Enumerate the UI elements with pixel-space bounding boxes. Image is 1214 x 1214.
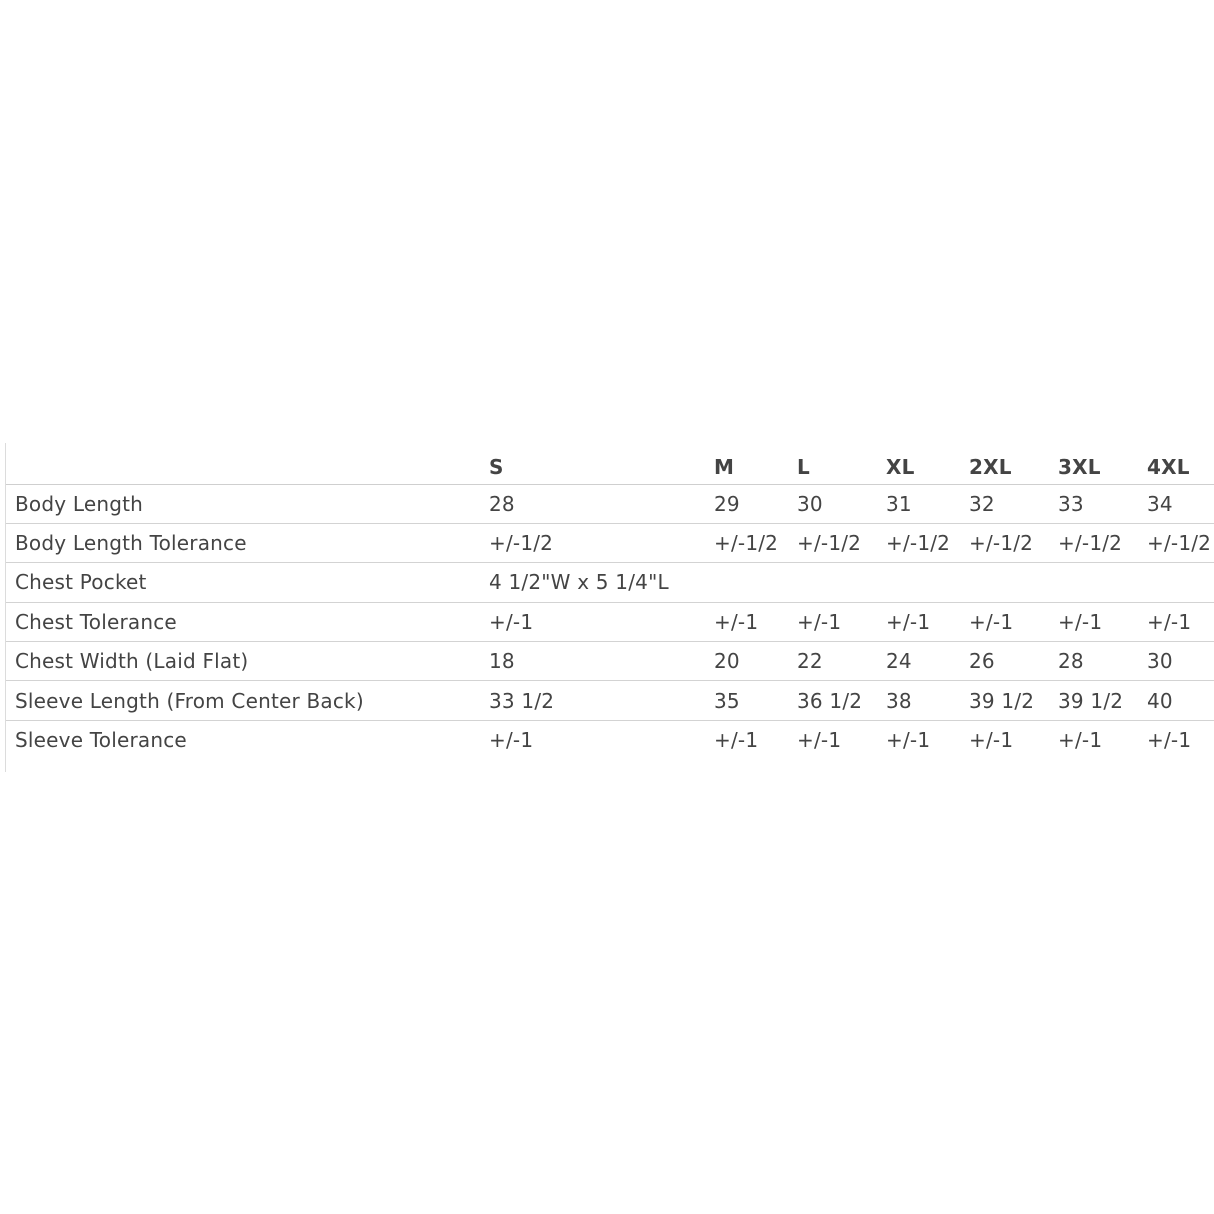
table-cell: +/-1 [1147, 609, 1192, 634]
table-row [6, 563, 1214, 602]
table-cell: +/-1 [797, 609, 842, 634]
table-cell: +/-1 [1058, 728, 1103, 753]
table-cell: +/-1/2 [714, 531, 779, 556]
size-chart-table [6, 451, 1214, 760]
table-cell: +/-1/2 [1058, 531, 1123, 556]
table-row [6, 642, 1214, 681]
table-cell: +/-1 [489, 609, 534, 634]
table-cell: +/-1/2 [797, 531, 862, 556]
row-label: Sleeve Tolerance [15, 728, 187, 753]
row-label: Chest Width (Laid Flat) [15, 649, 249, 674]
header-cell-s: S [489, 451, 714, 484]
table-cell: +/-1 [1147, 728, 1192, 753]
row-label: Body Length [15, 491, 144, 516]
table-cell: +/-1/2 [489, 531, 554, 556]
table-cell: 29 [714, 491, 740, 516]
row-label: Sleeve Length (From Center Back) [15, 688, 364, 713]
table-cell: 31 [886, 491, 912, 516]
size-chart-container [5, 443, 1214, 772]
table-cell: +/-1 [714, 728, 759, 753]
table-cell: 33 1/2 [489, 688, 555, 713]
table-cell: 39 1/2 [1058, 688, 1124, 713]
row-label: Chest Tolerance [15, 609, 177, 634]
header-cell-3xl: 3XL [1058, 451, 1147, 484]
table-cell: 35 [714, 688, 740, 713]
table-cell [714, 563, 797, 602]
table-cell: 40 [1147, 688, 1173, 713]
table-cell: 30 [1147, 649, 1173, 674]
table-row [6, 681, 1214, 720]
table-cell: 18 [489, 649, 515, 674]
table-row [6, 720, 1214, 759]
table-cell: +/-1 [714, 609, 759, 634]
table-row [6, 523, 1214, 562]
table-cell: +/-1 [969, 609, 1014, 634]
table-cell: 36 1/2 [797, 688, 863, 713]
header-cell-xl: XL [886, 451, 969, 484]
table-row [6, 602, 1214, 641]
table-cell: 30 [797, 491, 823, 516]
table-cell: 39 1/2 [969, 688, 1035, 713]
table-cell: +/-1 [797, 728, 842, 753]
table-cell: +/-1 [886, 609, 931, 634]
table-cell: 28 [489, 491, 515, 516]
table-cell: +/-1 [886, 728, 931, 753]
header-cell-m: M [714, 451, 797, 484]
table-cell: 28 [1058, 649, 1084, 674]
table-cell: 22 [797, 649, 823, 674]
table-cell [1147, 563, 1214, 602]
table-cell: +/-1 [969, 728, 1014, 753]
header-cell-empty [6, 451, 489, 484]
table-cell: +/-1 [1058, 609, 1103, 634]
header-cell-4xl: 4XL [1147, 451, 1214, 484]
table-cell: 32 [969, 491, 995, 516]
header-cell-l: L [797, 451, 886, 484]
table-cell: +/-1 [489, 728, 534, 753]
table-cell: +/-1/2 [969, 531, 1034, 556]
table-cell: 24 [886, 649, 912, 674]
table-cell: +/-1/2 [886, 531, 951, 556]
table-cell: 38 [886, 688, 912, 713]
table-cell: 33 [1058, 491, 1084, 516]
row-label: Body Length Tolerance [15, 531, 247, 556]
table-cell [969, 563, 1058, 602]
table-cell: 26 [969, 649, 995, 674]
header-row [6, 451, 1214, 484]
table-cell [886, 563, 969, 602]
row-label: Chest Pocket [15, 570, 147, 595]
header-cell-2xl: 2XL [969, 451, 1058, 484]
table-cell: +/-1/2 [1147, 531, 1212, 556]
table-cell: 4 1/2"W x 5 1/4"L [489, 570, 669, 595]
table-cell: 34 [1147, 491, 1173, 516]
table-cell [1058, 563, 1147, 602]
table-cell: 20 [714, 649, 740, 674]
table-row [6, 484, 1214, 523]
table-cell [797, 563, 886, 602]
